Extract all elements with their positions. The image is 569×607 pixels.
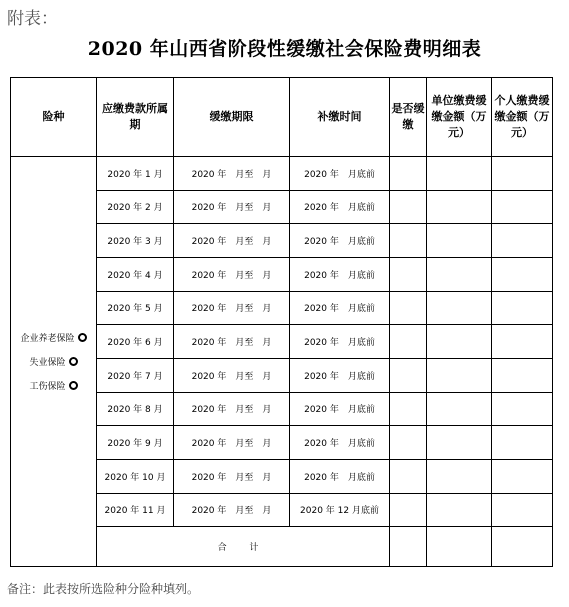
is-deferred-cell[interactable] bbox=[390, 459, 427, 493]
repay-time-cell[interactable]: 2020 年 12 月底前 bbox=[290, 493, 390, 527]
header-is-deferred: 是否缓缴 bbox=[390, 78, 427, 157]
unit-amount-cell[interactable] bbox=[427, 190, 492, 224]
personal-amount-cell[interactable] bbox=[492, 190, 553, 224]
insurance-option-label: 工伤保险 bbox=[29, 382, 66, 392]
total-personal-amount-cell[interactable] bbox=[492, 527, 553, 567]
header-personal-amount: 个人缴费缓缴金额（万元） bbox=[492, 78, 553, 157]
personal-amount-cell[interactable] bbox=[492, 459, 553, 493]
repay-time-cell[interactable]: 2020 年 月底前 bbox=[290, 257, 390, 291]
deferral-period-cell[interactable]: 2020 年 月至 月 bbox=[174, 459, 290, 493]
personal-amount-cell[interactable] bbox=[492, 358, 553, 392]
insurance-option-unemployment[interactable] bbox=[11, 355, 96, 368]
repay-time-cell[interactable]: 2020 年 月底前 bbox=[290, 358, 390, 392]
deferral-period-cell[interactable]: 2020 年 月至 月 bbox=[174, 224, 290, 258]
deferral-period-cell[interactable]: 2020 年 月至 月 bbox=[174, 325, 290, 359]
is-deferred-cell[interactable] bbox=[390, 190, 427, 224]
unit-amount-cell[interactable] bbox=[427, 325, 492, 359]
ring-icon bbox=[78, 333, 87, 342]
payable-period-cell: 2020 年 7 月 bbox=[97, 358, 174, 392]
insurance-option-label: 失业保险 bbox=[29, 358, 66, 368]
repay-time-cell[interactable]: 2020 年 月底前 bbox=[290, 157, 390, 191]
payable-period-cell: 2020 年 2 月 bbox=[97, 190, 174, 224]
payable-period-cell: 2020 年 8 月 bbox=[97, 392, 174, 426]
payable-period-cell: 2020 年 9 月 bbox=[97, 426, 174, 460]
deferral-period-cell[interactable]: 2020 年 月至 月 bbox=[174, 493, 290, 527]
footnote: 备注：此表按所选险种分险种填列。 bbox=[7, 582, 200, 596]
header-row bbox=[11, 78, 553, 157]
is-deferred-cell[interactable] bbox=[390, 493, 427, 527]
personal-amount-cell[interactable] bbox=[492, 157, 553, 191]
header-payable-period: 应缴费款所属期 bbox=[97, 78, 174, 157]
table-row bbox=[11, 157, 553, 191]
personal-amount-cell[interactable] bbox=[492, 224, 553, 258]
is-deferred-cell[interactable] bbox=[390, 392, 427, 426]
unit-amount-cell[interactable] bbox=[427, 291, 492, 325]
repay-time-cell[interactable]: 2020 年 月底前 bbox=[290, 190, 390, 224]
insurance-option-injury[interactable] bbox=[11, 379, 96, 392]
unit-amount-cell[interactable] bbox=[427, 459, 492, 493]
repay-time-cell[interactable]: 2020 年 月底前 bbox=[290, 426, 390, 460]
personal-amount-cell[interactable] bbox=[492, 291, 553, 325]
deferral-period-cell[interactable]: 2020 年 月至 月 bbox=[174, 392, 290, 426]
deferral-period-cell[interactable]: 2020 年 月至 月 bbox=[174, 358, 290, 392]
unit-amount-cell[interactable] bbox=[427, 257, 492, 291]
payable-period-cell: 2020 年 4 月 bbox=[97, 257, 174, 291]
repay-time-cell[interactable]: 2020 年 月底前 bbox=[290, 459, 390, 493]
insurance-option-pension[interactable] bbox=[11, 331, 96, 344]
repay-time-cell[interactable]: 2020 年 月底前 bbox=[290, 392, 390, 426]
personal-amount-cell[interactable] bbox=[492, 392, 553, 426]
is-deferred-cell[interactable] bbox=[390, 157, 427, 191]
unit-amount-cell[interactable] bbox=[427, 157, 492, 191]
is-deferred-cell[interactable] bbox=[390, 426, 427, 460]
unit-amount-cell[interactable] bbox=[427, 493, 492, 527]
attachment-label: 附表： bbox=[7, 9, 58, 29]
payable-period-cell: 2020 年 11 月 bbox=[97, 493, 174, 527]
unit-amount-cell[interactable] bbox=[427, 358, 492, 392]
payable-period-cell: 2020 年 3 月 bbox=[97, 224, 174, 258]
personal-amount-cell[interactable] bbox=[492, 325, 553, 359]
total-label: 合 计 bbox=[97, 527, 390, 567]
payable-period-cell: 2020 年 5 月 bbox=[97, 291, 174, 325]
deferral-period-cell[interactable]: 2020 年 月至 月 bbox=[174, 426, 290, 460]
is-deferred-cell[interactable] bbox=[390, 325, 427, 359]
deferral-period-cell[interactable]: 2020 年 月至 月 bbox=[174, 190, 290, 224]
repay-time-cell[interactable]: 2020 年 月底前 bbox=[290, 224, 390, 258]
deferral-period-cell[interactable]: 2020 年 月至 月 bbox=[174, 157, 290, 191]
insurance-type-cell bbox=[11, 157, 97, 567]
header-unit-amount: 单位缴费缓缴金额（万元） bbox=[427, 78, 492, 157]
insurance-option-label: 企业养老保险 bbox=[20, 334, 75, 344]
ring-icon bbox=[69, 381, 78, 390]
unit-amount-cell[interactable] bbox=[427, 392, 492, 426]
unit-amount-cell[interactable] bbox=[427, 224, 492, 258]
is-deferred-cell[interactable] bbox=[390, 358, 427, 392]
total-unit-amount-cell[interactable] bbox=[427, 527, 492, 567]
is-deferred-cell[interactable] bbox=[390, 291, 427, 325]
deferral-period-cell[interactable]: 2020 年 月至 月 bbox=[174, 257, 290, 291]
repay-time-cell[interactable]: 2020 年 月底前 bbox=[290, 291, 390, 325]
header-insurance-type: 险种 bbox=[11, 78, 97, 157]
total-is-deferred-cell[interactable] bbox=[390, 527, 427, 567]
personal-amount-cell[interactable] bbox=[492, 257, 553, 291]
page-title: 2020 年山西省阶段性缓缴社会保险费明细表 bbox=[87, 38, 482, 60]
payable-period-cell: 2020 年 10 月 bbox=[97, 459, 174, 493]
header-repay-time: 补缴时间 bbox=[290, 78, 390, 157]
payable-period-cell: 2020 年 6 月 bbox=[97, 325, 174, 359]
ring-icon bbox=[69, 357, 78, 366]
header-deferral-period: 缓缴期限 bbox=[174, 78, 290, 157]
payable-period-cell: 2020 年 1 月 bbox=[97, 157, 174, 191]
unit-amount-cell[interactable] bbox=[427, 426, 492, 460]
is-deferred-cell[interactable] bbox=[390, 257, 427, 291]
repay-time-cell[interactable]: 2020 年 月底前 bbox=[290, 325, 390, 359]
is-deferred-cell[interactable] bbox=[390, 224, 427, 258]
personal-amount-cell[interactable] bbox=[492, 426, 553, 460]
deferral-period-cell[interactable]: 2020 年 月至 月 bbox=[174, 291, 290, 325]
personal-amount-cell[interactable] bbox=[492, 493, 553, 527]
deferral-detail-table bbox=[10, 77, 553, 567]
